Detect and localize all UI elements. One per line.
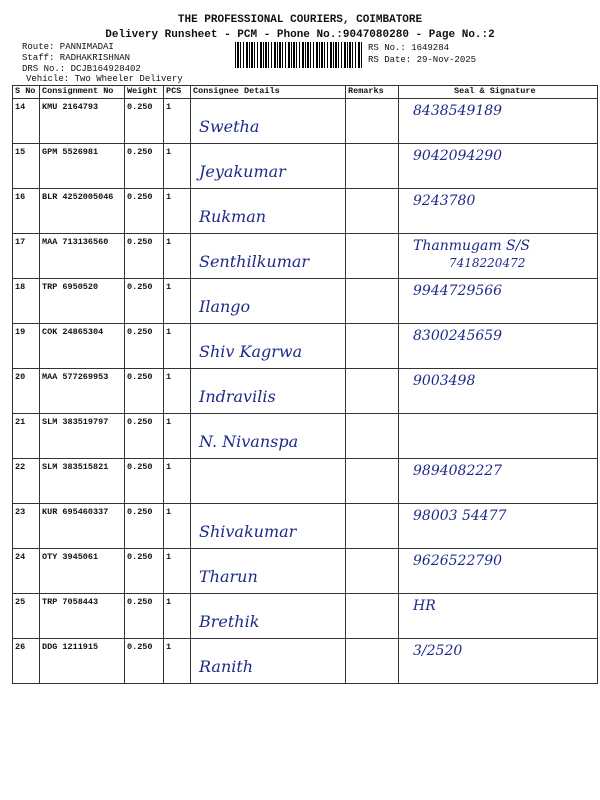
- row-consignee: [191, 144, 346, 189]
- table-row: [13, 459, 598, 504]
- row-signature: [399, 594, 598, 639]
- row-pcs: 1: [164, 639, 191, 684]
- row-sno: 26: [13, 639, 40, 684]
- row-consignee: [191, 639, 346, 684]
- vehicle-label: Vehicle: Two Wheeler Delivery: [26, 74, 183, 84]
- row-consignee: [191, 324, 346, 369]
- consignee-handwriting: Brethik: [199, 612, 260, 631]
- signature-handwriting: 9894082227: [413, 463, 503, 479]
- row-pcs: 1: [164, 549, 191, 594]
- row-sno: 21: [13, 414, 40, 459]
- row-weight: 0.250: [125, 189, 164, 234]
- consignee-handwriting: N. Nivanspa: [199, 432, 299, 451]
- runsheet-table: [12, 85, 598, 684]
- barcode: [235, 42, 363, 68]
- row-consignee: [191, 504, 346, 549]
- col-weight: Weight: [125, 86, 164, 99]
- row-consignee: [191, 549, 346, 594]
- table-row: [13, 594, 598, 639]
- row-remarks: [346, 549, 399, 594]
- signature-phone-handwriting: 7418220472: [449, 256, 526, 270]
- table-row: [13, 504, 598, 549]
- row-signature: [399, 459, 598, 504]
- company-title: THE PROFESSIONAL COURIERS, COIMBATORE: [177, 14, 423, 26]
- row-remarks: [346, 594, 399, 639]
- col-consignee: Consignee Details: [191, 86, 346, 99]
- row-sno: 14: [13, 99, 40, 144]
- row-consignment-no: TRP 7058443: [40, 594, 125, 639]
- consignee-handwriting: Tharun: [199, 567, 258, 586]
- signature-handwriting: HR: [413, 598, 436, 614]
- row-sno: 22: [13, 459, 40, 504]
- row-pcs: 1: [164, 189, 191, 234]
- row-consignee: [191, 279, 346, 324]
- signature-handwriting: 98003 54477: [413, 508, 507, 524]
- row-consignment-no: SLM 383515821: [40, 459, 125, 504]
- row-consignee: [191, 594, 346, 639]
- row-pcs: 1: [164, 594, 191, 639]
- staff-label: Staff: RADHAKRISHNAN: [22, 53, 131, 63]
- table-row: [13, 144, 598, 189]
- table-row: [13, 234, 598, 279]
- rs-number: RS No.: 1649284: [368, 43, 450, 53]
- row-pcs: 1: [164, 279, 191, 324]
- row-pcs: 1: [164, 144, 191, 189]
- row-remarks: [346, 279, 399, 324]
- row-remarks: [346, 144, 399, 189]
- row-remarks: [346, 189, 399, 234]
- row-signature: [399, 234, 598, 279]
- signature-handwriting: 8438549189: [413, 103, 503, 119]
- row-consignee: [191, 99, 346, 144]
- row-weight: 0.250: [125, 639, 164, 684]
- row-remarks: [346, 369, 399, 414]
- signature-handwriting: 3/2520: [413, 643, 463, 659]
- row-sno: 18: [13, 279, 40, 324]
- col-consignment: Consignment No: [40, 86, 125, 99]
- signature-handwriting: Thanmugam S/S: [413, 238, 530, 254]
- row-weight: 0.250: [125, 549, 164, 594]
- row-consignment-no: BLR 4252005046: [40, 189, 125, 234]
- consignee-handwriting: Rukman: [199, 207, 267, 226]
- row-remarks: [346, 414, 399, 459]
- consignee-handwriting: Jeyakumar: [199, 162, 286, 181]
- runsheet-subtitle: Delivery Runsheet - PCM - Phone No.:9047080280 - Page No.:2: [105, 29, 495, 41]
- consignee-handwriting: Indravilis: [199, 387, 276, 406]
- col-sno: S No: [13, 86, 40, 99]
- row-signature: [399, 324, 598, 369]
- row-sno: 15: [13, 144, 40, 189]
- signature-handwriting: 9243780: [413, 193, 476, 209]
- table-row: [13, 324, 598, 369]
- table-row: [13, 369, 598, 414]
- row-consignee: [191, 234, 346, 279]
- consignee-handwriting: Swetha: [199, 117, 260, 136]
- drs-label: DRS No.: DCJB164928402: [22, 64, 141, 74]
- row-signature: [399, 549, 598, 594]
- col-remarks: Remarks: [346, 86, 399, 99]
- row-consignment-no: MAA 577269953: [40, 369, 125, 414]
- table-row: [13, 639, 598, 684]
- consignee-handwriting: Shivakumar: [199, 522, 297, 541]
- table-row: [13, 549, 598, 594]
- row-remarks: [346, 459, 399, 504]
- row-weight: 0.250: [125, 459, 164, 504]
- row-weight: 0.250: [125, 324, 164, 369]
- row-sno: 20: [13, 369, 40, 414]
- row-consignment-no: MAA 713136560: [40, 234, 125, 279]
- row-remarks: [346, 234, 399, 279]
- row-weight: 0.250: [125, 369, 164, 414]
- table-row: [13, 279, 598, 324]
- rs-date: RS Date: 29-Nov-2025: [368, 55, 477, 65]
- row-remarks: [346, 504, 399, 549]
- route-label: Route: PANNIMADAI: [22, 42, 114, 52]
- row-signature: [399, 504, 598, 549]
- row-consignment-no: SLM 383519797: [40, 414, 125, 459]
- consignee-handwriting: Shiv Kagrwa: [199, 342, 303, 361]
- row-weight: 0.250: [125, 99, 164, 144]
- row-consignee: [191, 369, 346, 414]
- row-signature: [399, 369, 598, 414]
- table-row: [13, 414, 598, 459]
- row-sno: 25: [13, 594, 40, 639]
- row-signature: [399, 414, 598, 459]
- row-sno: 19: [13, 324, 40, 369]
- consignee-handwriting: Ranith: [199, 657, 254, 676]
- row-pcs: 1: [164, 414, 191, 459]
- row-weight: 0.250: [125, 234, 164, 279]
- row-consignee: [191, 414, 346, 459]
- row-consignee: [191, 459, 346, 504]
- row-consignee: [191, 189, 346, 234]
- row-pcs: 1: [164, 324, 191, 369]
- row-consignment-no: KUR 695460337: [40, 504, 125, 549]
- row-consignment-no: GPM 5526981: [40, 144, 125, 189]
- row-weight: 0.250: [125, 414, 164, 459]
- row-signature: [399, 279, 598, 324]
- row-pcs: 1: [164, 99, 191, 144]
- row-consignment-no: OTY 3945061: [40, 549, 125, 594]
- row-pcs: 1: [164, 234, 191, 279]
- row-weight: 0.250: [125, 144, 164, 189]
- row-pcs: 1: [164, 369, 191, 414]
- col-pcs: PCS: [164, 86, 191, 99]
- row-pcs: 1: [164, 459, 191, 504]
- row-consignment-no: TRP 6950520: [40, 279, 125, 324]
- row-signature: [399, 189, 598, 234]
- signature-handwriting: 9003498: [413, 373, 476, 389]
- consignee-handwriting: Senthilkumar: [199, 252, 310, 271]
- consignee-handwriting: Ilango: [199, 297, 251, 316]
- row-weight: 0.250: [125, 594, 164, 639]
- signature-handwriting: 9042094290: [413, 148, 503, 164]
- row-sno: 23: [13, 504, 40, 549]
- signature-handwriting: 9626522790: [413, 553, 503, 569]
- table-header-row: [13, 86, 598, 99]
- row-sno: 24: [13, 549, 40, 594]
- table-row: [13, 99, 598, 144]
- row-remarks: [346, 639, 399, 684]
- col-signature: Seal & Signature: [399, 86, 598, 99]
- row-sno: 17: [13, 234, 40, 279]
- row-remarks: [346, 99, 399, 144]
- row-consignment-no: COK 24865304: [40, 324, 125, 369]
- row-signature: [399, 99, 598, 144]
- row-consignment-no: KMU 2164793: [40, 99, 125, 144]
- row-pcs: 1: [164, 504, 191, 549]
- row-remarks: [346, 324, 399, 369]
- row-signature: [399, 639, 598, 684]
- row-sno: 16: [13, 189, 40, 234]
- table-row: [13, 189, 598, 234]
- signature-handwriting: 8300245659: [413, 328, 503, 344]
- row-weight: 0.250: [125, 279, 164, 324]
- row-consignment-no: DDG 1211915: [40, 639, 125, 684]
- row-signature: [399, 144, 598, 189]
- signature-handwriting: 9944729566: [413, 283, 503, 299]
- row-weight: 0.250: [125, 504, 164, 549]
